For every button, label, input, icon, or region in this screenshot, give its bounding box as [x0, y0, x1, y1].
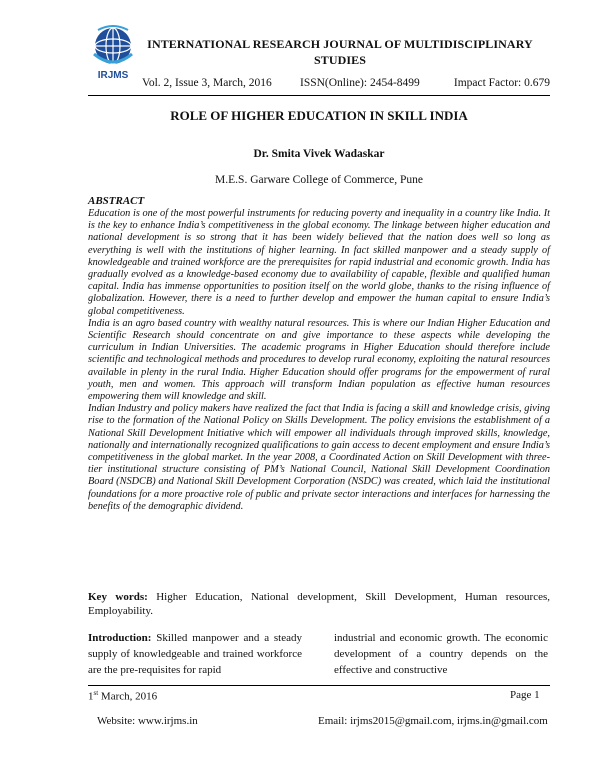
- author-name: Dr. Smita Vivek Wadaskar: [253, 148, 385, 160]
- article-title: ROLE OF HIGHER EDUCATION IN SKILL INDIA: [170, 108, 468, 123]
- keywords: [88, 590, 550, 618]
- globe-logo-icon: [88, 24, 138, 82]
- author-affiliation: M.E.S. Garware College of Commerce, Pune: [215, 174, 423, 186]
- abstract-paragraph: India is an agro based country with wealthy natural resources. This is where our Indian Higher Education and Scientific Research should concentrate on and give importance to these aspects while developing the curriculum in Indian Universities. The academic programs in Higher Education should therefore include scientific and technological methods and procedures to develop rural economy, exploiting the natural resources available in plenty in the rural India. Higher Education should offer programs for the empowerment of rural youth, men and women. This approach will transform Indian population as effective human resources empowering them will knowledge and skill.: [88, 317, 550, 403]
- keywords-label: Key words:: [88, 591, 148, 603]
- volume-info: Vol. 2, Issue 3, March, 2016: [142, 77, 272, 89]
- abstract-section: [88, 195, 550, 513]
- footer-divider: [88, 685, 550, 686]
- intro-text-right: industrial and economic growth. The economic development of a country depends on the effective and constructive: [334, 632, 548, 676]
- abstract-heading: ABSTRACT: [88, 195, 145, 207]
- intro-heading: Introduction:: [88, 632, 152, 644]
- date-suffix: st: [93, 689, 99, 697]
- footer-date: [88, 689, 157, 703]
- journal-logo: [88, 24, 138, 82]
- date-month: March, 2016: [98, 690, 158, 703]
- header-divider: [88, 95, 550, 96]
- website-link[interactable]: Website: www.irjms.in: [97, 715, 198, 727]
- keywords-text: Higher Education, National development, Skill Development, Human resources, Employability.: [88, 591, 551, 617]
- journal-title: INTERNATIONAL RESEARCH JOURNAL OF MULTIDISCIPLINARY STUDIES: [147, 37, 533, 67]
- impact-factor: Impact Factor: 0.679: [453, 77, 550, 89]
- abstract-paragraph: Indian Industry and policy makers have realized the fact that India is facing a skill and knowledge crisis, giving rise to the formation of the National Policy on Skills Development. The policy envisions the establishment of a National Skill Development Initiative which will empower all individuals through improved skills, knowledge, nationally and internationally recognized qualifications to gain access to decent employment and ensure India’s competitiveness in the global market. In the year 2008, a Coordinated Action on Skill Development with three-tier institutional structure consisting of PM’s National Council, National Skill Development Coordination Board (NSDCB) and National Skill Development Corporation (NSDC) was created, which laid the institutional foundations for a more proactive role of public and private sector interactions and interfaces for harnessing the benefits of the demographic dividend.: [88, 403, 550, 512]
- intro-text-left: Skilled manpower and a steady supply of knowledgeable and trained workforce are the pre-requisites for rapid: [88, 632, 303, 676]
- abstract-paragraph: Education is one of the most powerful instruments for reducing poverty and inequality in a country like India. It is the key to enhance India’s competitiveness in the global economy. The linkage between higher education and national development is so strong that it has been widely believed that the nation does well so long as everything is well with the institutions of higher learning. In fact skilled manpower and a steady supply of knowledgeable and trained workforce are the prerequisites for rapid industrial and economic growth. India has gradually evolved as a knowledge-based economy due to availability of capable, flexible and qualified human capital. India has immense opportunities to position itself on the world globe, thanks to the rising influence of globalization. However, there is a need to further develop and empower the human capital to ensure India’s global competitiveness.: [88, 208, 550, 317]
- body-column-right: [334, 630, 548, 678]
- logo-text: IRJMS: [97, 70, 129, 81]
- body-column-left: [88, 630, 302, 678]
- page-number: Page 1: [510, 689, 540, 701]
- issn-info: ISSN(Online): 2454-8499: [300, 77, 420, 89]
- email-link[interactable]: Email: irjms2015@gmail.com, irjms.in@gmail.com: [318, 715, 548, 727]
- date-day: 1: [88, 690, 94, 703]
